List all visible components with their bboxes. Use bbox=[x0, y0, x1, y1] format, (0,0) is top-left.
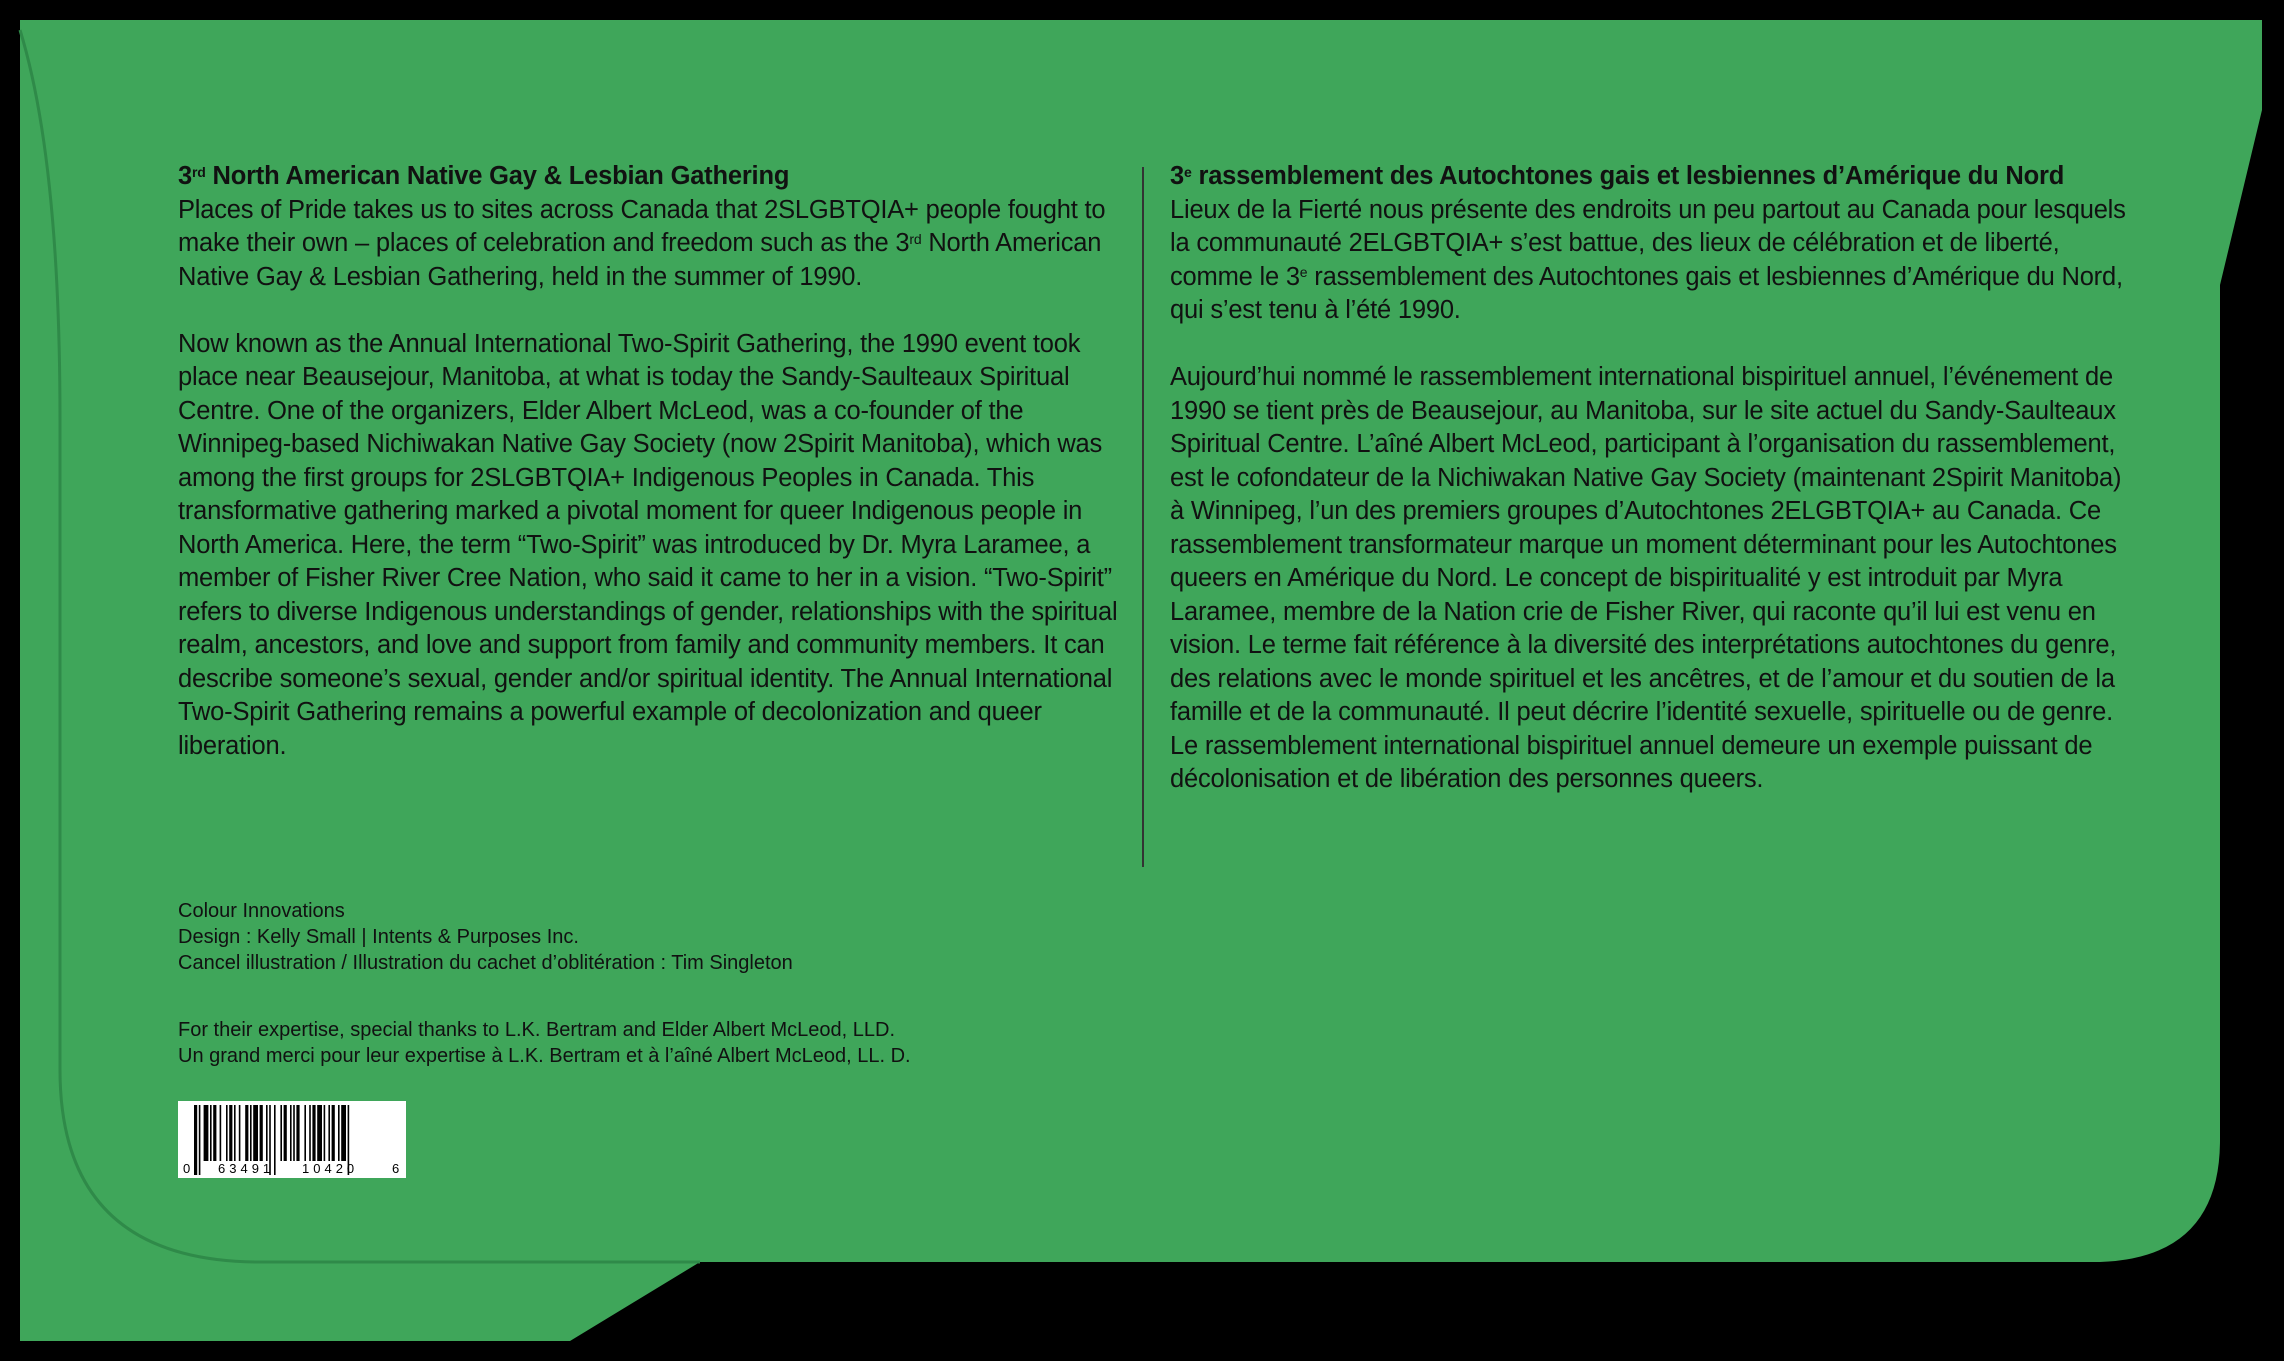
barcode-bar bbox=[284, 1105, 287, 1161]
thanks-english: For their expertise, special thanks to L.K. Bertram and Elder Albert McLeod, LLD. bbox=[178, 1019, 896, 1041]
column-divider bbox=[1142, 167, 1144, 867]
barcode-bars-graphic bbox=[178, 1101, 406, 1178]
designer-credit: Design : Kelly Small | Intents & Purposes Inc. bbox=[178, 926, 579, 948]
barcode-bar bbox=[293, 1105, 295, 1161]
barcode-right-digits: 10420 bbox=[302, 1161, 359, 1176]
barcode-bar bbox=[338, 1105, 340, 1161]
barcode-bar bbox=[317, 1105, 322, 1161]
barcode-bar bbox=[324, 1105, 326, 1161]
french-body-paragraph: Aujourd’hui nommé le rassemblement international bispirituel annuel, l’événement de 1990 se tient près de Beausejour, au Manitoba, sur le site actuel du Sandy-Saulteaux Spiritual Centre. L’aîné Albert McLeod, participant à l’organisation du rassemblement, est le cofondateur de la Nichiwakan Native Gay Society (maintenant 2Spirit Manitoba) à Winnipeg, l’un des premiers groupes d’Autochtones 2ELGBTQIA+ au Canada. Ce rassemblement transformateur marque un moment déterminant pour les Autochtones queers en Amérique du Nord. Le concept de bispiritualité y est introduit par Myra Laramee, membre de la Nation crie de Fisher River, qui raconte qu’il lui est venu en vision. Le terme fait référence à la diversité des interprétations autochtones du genre, des relations avec le monde spirituel et les ancêtres, et de l’amour et du soutien de la famille et de la communauté. Il peut décrire l’identité sexuelle, spirituelle ou de genre. Le rassemblement international bispirituel annuel demeure un exemple puissant de décolonisation et de libération des personnes queers. bbox=[1170, 363, 2122, 793]
barcode-bar bbox=[260, 1105, 263, 1161]
english-heading: 3rd North American Native Gay & Lesbian Gathering bbox=[178, 162, 790, 190]
barcode-bar bbox=[220, 1105, 222, 1161]
barcode-bar bbox=[280, 1105, 282, 1161]
barcode-bar bbox=[296, 1105, 299, 1161]
upc-barcode bbox=[178, 1101, 406, 1178]
barcode-bar bbox=[204, 1105, 209, 1161]
barcode-left-digits: 63491 bbox=[218, 1161, 275, 1176]
french-heading: 3e rassemblement des Autochtones gais et lesbiennes d’Amérique du Nord bbox=[1170, 162, 2065, 190]
barcode-bar bbox=[332, 1105, 335, 1161]
barcode-bar bbox=[194, 1105, 197, 1175]
english-body-paragraph: Now known as the Annual International Two-Spirit Gathering, the 1990 event took place near Beausejour, Manitoba, at what is today the Sandy-Saulteaux Spiritual Centre. One of the organizers, Elder Albert McLeod, was a co-founder of the Winnipeg-based Nichiwakan Native Gay Society (now 2Spirit Manitoba), which was among the first groups for 2SLGBTQIA+ Indigenous Peoples in Canada. This transformative gathering marked a pivotal moment for queer Indigenous people in North America. Here, the term “Two-Spirit” was introduced by Dr. Myra Laramee, a member of Fisher River Cree Nation, who said it came to her in a vision. “Two-Spirit” refers to diverse Indigenous understandings of gender, relationships with the spiritual realm, ancestors, and love and support from family and community members. It can describe someone’s sexual, gender and/or spiritual identity. The Annual International Two-Spirit Gathering remains a powerful example of decolonization and queer liberation. bbox=[178, 329, 1118, 760]
barcode-bar bbox=[253, 1105, 258, 1161]
barcode-bar bbox=[226, 1105, 228, 1161]
barcode-bar bbox=[199, 1105, 201, 1175]
barcode-bar bbox=[239, 1105, 241, 1161]
barcode-bar bbox=[341, 1105, 346, 1161]
barcode-bar bbox=[266, 1105, 268, 1161]
french-intro-paragraph: Lieux de la Fierté nous présente des endroits un peu partout au Canada pour lesquels la communauté 2ELGBTQIA+ s’est battue, des lieux de célébration et de liberté, comme le 3e rassemblement des Autochtones gais et lesbiennes d’Amérique du Nord, qui s’est tenu à l’été 1990. bbox=[1170, 195, 2126, 324]
design-credits bbox=[178, 898, 793, 976]
english-text-column bbox=[178, 160, 1138, 797]
acknowledgements bbox=[178, 1017, 911, 1069]
barcode-bar bbox=[312, 1105, 315, 1161]
barcode-bar bbox=[210, 1105, 212, 1161]
barcode-bar bbox=[245, 1105, 248, 1161]
barcode-bar bbox=[234, 1105, 236, 1161]
barcode-bar bbox=[309, 1105, 311, 1161]
english-intro-paragraph: Places of Pride takes us to sites across Canada that 2SLGBTQIA+ people fought to make their own – places of celebration and freedom such as the 3rd North American Native Gay & Lesbian Gathering, held in the summer of 1990. bbox=[178, 195, 1106, 291]
cancel-illustration-credit: Cancel illustration / Illustration du cachet d’oblitération : Tim Singleton bbox=[178, 952, 793, 974]
french-text-column bbox=[1170, 160, 2130, 830]
barcode-bar bbox=[328, 1105, 330, 1161]
barcode-check-digit: 6 bbox=[392, 1161, 400, 1176]
barcode-bar bbox=[274, 1105, 276, 1175]
barcode-lead-digit: 0 bbox=[183, 1161, 191, 1176]
barcode-bar bbox=[229, 1105, 232, 1161]
barcode-bar bbox=[290, 1105, 292, 1161]
barcode-bar bbox=[213, 1105, 216, 1161]
barcode-bar bbox=[304, 1105, 306, 1161]
thanks-french: Un grand merci pour leur expertise à L.K. Bertram et à l’aîné Albert McLeod, LL. D. bbox=[178, 1045, 911, 1067]
barcode-bar bbox=[250, 1105, 252, 1161]
printer-credit: Colour Innovations bbox=[178, 900, 345, 922]
